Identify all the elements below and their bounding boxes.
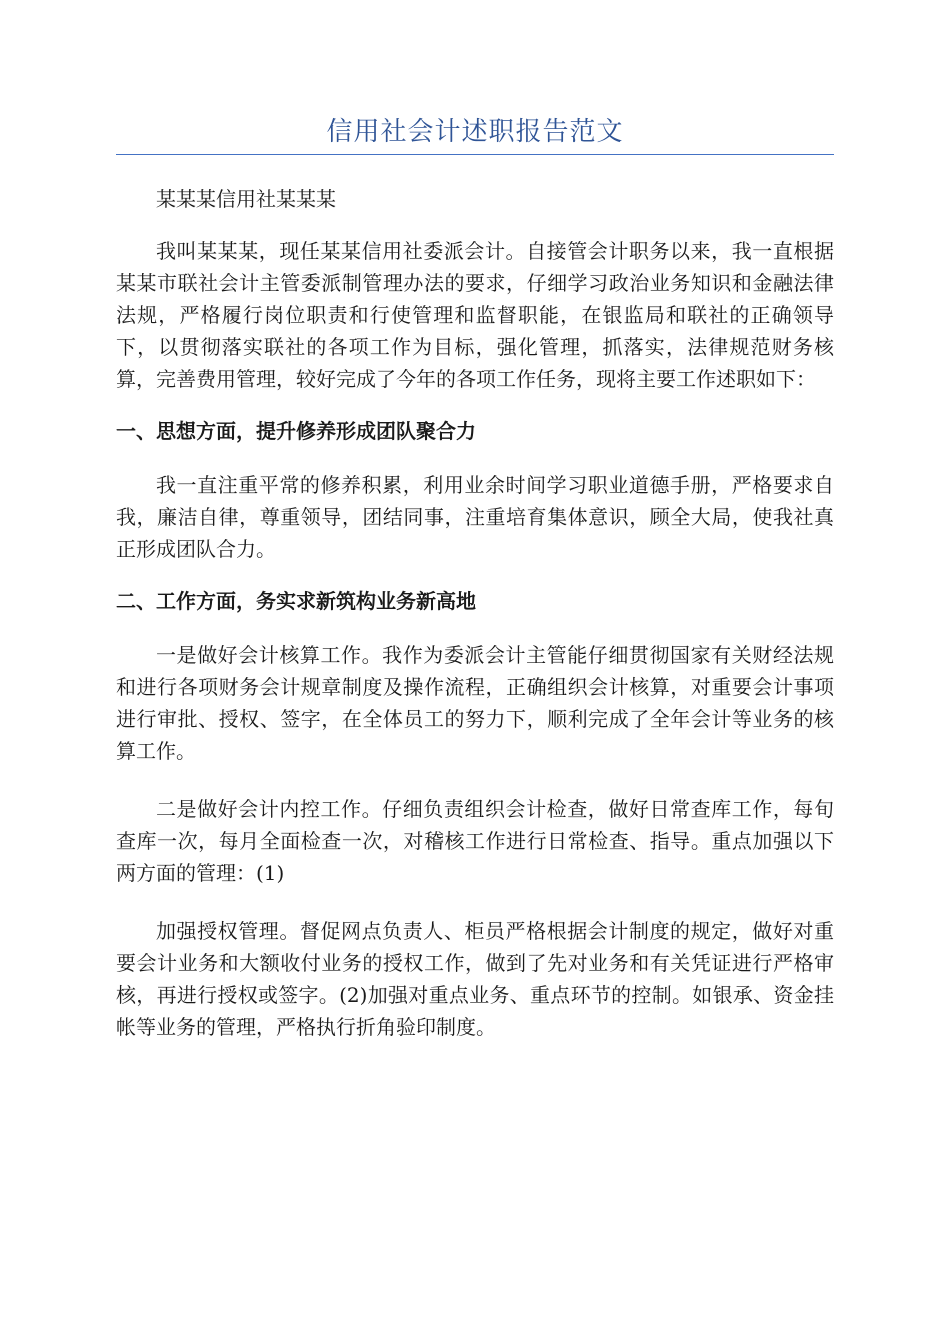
section-1-paragraph-1: 我一直注重平常的修养积累，利用业余时间学习职业道德手册，严格要求自我，廉洁自律，尊重领导，团结同事，注重培育集体意识，顾全大局，使我社真正形成团队合力。 <box>116 473 834 561</box>
document-title: 信用社会计述职报告范文 <box>326 117 624 147</box>
section-2-paragraph-2: 二是做好会计内控工作。仔细负责组织会计检查，做好日常查库工作，每旬查库一次，每月全面检查一次，对稽核工作进行日常检查、指导。重点加强以下两方面的管理：(1) <box>116 797 834 885</box>
section-heading-2: 二、工作方面，务实求新筑构业务新高地 <box>116 589 476 613</box>
document-body <box>116 183 834 1043</box>
author-line: 某某某信用社某某某 <box>156 187 336 211</box>
title-underline <box>116 154 834 155</box>
section-2-paragraph-1: 一是做好会计核算工作。我作为委派会计主管能仔细贯彻国家有关财经法规和进行各项财务会计规章制度及操作流程，正确组织会计核算，对重要会计事项进行审批、授权、签字，在全体员工的努力下，顺利完成了全年会计等业务的核算工作。 <box>116 643 834 763</box>
document-page <box>116 112 834 1043</box>
section-heading-1: 一、思想方面，提升修养形成团队聚合力 <box>116 419 476 443</box>
section-2-paragraph-3: 加强授权管理。督促网点负责人、柜员严格根据会计制度的规定，做好对重要会计业务和大额收付业务的授权工作，做到了先对业务和有关凭证进行严格审核，再进行授权或签字。(2)加强对重点业务、重点环节的控制。如银承、资金挂帐等业务的管理，严格执行折角验印制度。 <box>116 919 834 1039</box>
intro-paragraph: 我叫某某某，现任某某信用社委派会计。自接管会计职务以来，我一直根据某某市联社会计主管委派制管理办法的要求，仔细学习政治业务知识和金融法律法规，严格履行岗位职责和行使管理和监督职能，在银监局和联社的正确领导下，以贯彻落实联社的各项工作为目标，强化管理，抓落实，法律规范财务核算，完善费用管理，较好完成了今年的各项工作任务，现将主要工作述职如下： <box>116 239 834 391</box>
